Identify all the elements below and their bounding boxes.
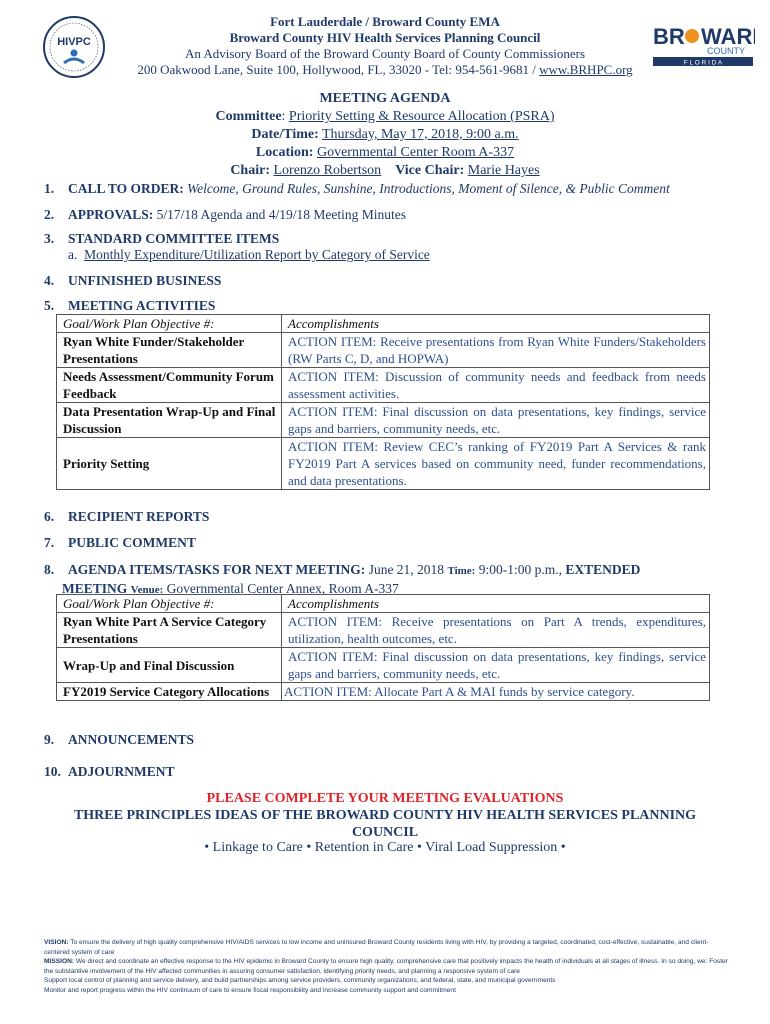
agenda-item-7 xyxy=(44,534,196,551)
goal-cell: Ryan White Part A Service Category Presentations xyxy=(57,613,282,648)
agenda-item-3a xyxy=(68,247,430,263)
mission-line-3: Support local control of planning and service delivery, and build partnerships among service providers, community organizations, and federal, state, and municipal governments xyxy=(44,977,556,985)
table-row xyxy=(57,438,710,490)
logo-right-county: COUNTY xyxy=(707,46,745,56)
evaluations-notice: PLEASE COMPLETE YOUR MEETING EVALUATIONS xyxy=(206,791,564,806)
table-header-row xyxy=(57,595,710,613)
header-accomplishments: Accomplishments xyxy=(282,595,710,613)
vice-chair-label: Vice Chair: xyxy=(395,163,465,178)
agenda-item-2 xyxy=(44,206,406,223)
committee-line: Committee: Priority Setting & Resource Allocation (PSRA) xyxy=(215,109,555,124)
location-label: Location: xyxy=(255,145,314,160)
accomplishment-cell: ACTION ITEM: Review CEC’s ranking of FY2019 Part A Services & rank FY2019 Part A services based on community need, funder recommendations, and data presentations. xyxy=(282,438,710,490)
table-row xyxy=(57,613,710,648)
committee-value: Priority Setting & Resource Allocation (PSRA) xyxy=(288,109,555,124)
accomplishment-cell: ACTION ITEM: Receive presentations on Part A trends, expenditures, utilization, health outcomes, etc. xyxy=(282,613,710,648)
logo-right-state: F L O R I D A xyxy=(683,59,723,67)
mission-line-4: Monitor and report progress within the HIV continuum of care to ensure fiscal responsibility and increase community support and commitment xyxy=(44,986,456,994)
agenda-item-3 xyxy=(44,230,279,247)
header-line-3: An Advisory Board of the Broward County Board of County Commissioners xyxy=(184,46,586,61)
goal-cell: FY2019 Service Category Allocations xyxy=(57,683,282,701)
item-number: 4. xyxy=(44,273,55,288)
header-goal: Goal/Work Plan Objective #: xyxy=(57,315,282,333)
meeting-activities-table xyxy=(56,314,710,490)
agenda-title: MEETING AGENDA xyxy=(319,91,451,106)
chair-line xyxy=(0,162,770,180)
goal-cell: Needs Assessment/Community Forum Feedback xyxy=(57,368,282,403)
principles-title-line-2: COUNCIL xyxy=(351,825,419,840)
item-number: 6. xyxy=(44,509,55,524)
website-link[interactable]: www.BRHPC.org xyxy=(539,62,633,77)
goal-cell: Data Presentation Wrap-Up and Final Discussion xyxy=(57,403,282,438)
goal-cell: Ryan White Funder/Stakeholder Presentations xyxy=(57,333,282,368)
item-3a-text: Monthly Expenditure/Utilization Report by Category of Service xyxy=(84,247,430,262)
header-goal: Goal/Work Plan Objective #: xyxy=(57,595,282,613)
address-text: 200 Oakwood Lane, Suite 100, Hollywood, FL, 33020 - Tel: 954-561-9681 / xyxy=(137,62,540,77)
item-number: 1. xyxy=(44,181,55,196)
item-title: UNFINISHED BUSINESS xyxy=(68,273,222,288)
extended-label: EXTENDED xyxy=(565,562,641,577)
accomplishment-cell: ACTION ITEM: Receive presentations from Ryan White Funders/Stakeholders (RW Parts C, D, and HOPWA) xyxy=(282,333,710,368)
accomplishment-cell: ACTION ITEM: Discussion of community needs and feedback from needs assessment activities. xyxy=(282,368,710,403)
item-title: APPROVALS: xyxy=(68,207,154,222)
table-row xyxy=(57,648,710,683)
logo-right-ward: WAR xyxy=(701,24,753,49)
agenda-item-4 xyxy=(44,272,221,289)
next-meeting-date: June 21, 2018 xyxy=(368,562,445,577)
accomplishment-cell: ACTION ITEM: Allocate Part A & MAI funds by service category. xyxy=(282,683,710,701)
location-line xyxy=(0,144,770,162)
location-value: Governmental Center Room A-337 xyxy=(316,145,515,160)
agenda-item-5 xyxy=(44,297,215,314)
accomplishment-cell: ACTION ITEM: Final discussion on data presentations, key findings, service gaps and barriers, community needs, etc. xyxy=(282,648,710,683)
item-number: 10. xyxy=(44,764,61,779)
agenda-item-9 xyxy=(44,731,194,748)
item-title: ANNOUNCEMENTS xyxy=(68,732,195,747)
table-header-row xyxy=(57,315,710,333)
mission-text xyxy=(44,957,729,976)
vision-mission-footer xyxy=(44,938,729,996)
agenda-item-1 xyxy=(44,180,670,197)
goal-cell: Wrap-Up and Final Discussion xyxy=(57,648,282,683)
item-number: 2. xyxy=(44,207,55,222)
next-meeting-venue: Governmental Center Annex, Room A-337 xyxy=(166,581,399,596)
mission-label: MISSION: xyxy=(44,958,75,966)
logo-left-text: HIVPC xyxy=(57,36,91,48)
item-text: 5/17/18 Agenda and 4/19/18 Meeting Minutes xyxy=(156,207,406,222)
agenda-item-6 xyxy=(44,508,209,525)
item-title: STANDARD COMMITTEE ITEMS xyxy=(68,231,280,246)
accomplishment-cell: ACTION ITEM: Final discussion on data presentations, key findings, service gaps and barriers, community needs, etc. xyxy=(282,403,710,438)
item-title: RECIPIENT REPORTS xyxy=(68,509,210,524)
item-number: 8. xyxy=(44,562,55,577)
next-meeting-table xyxy=(56,594,710,701)
table-row xyxy=(57,368,710,403)
agenda-item-10 xyxy=(44,763,175,780)
item-number: 3. xyxy=(44,231,55,246)
item-letter: a. xyxy=(68,247,78,262)
item-title: PUBLIC COMMENT xyxy=(68,535,196,550)
header-line-1: Fort Lauderdale / Broward County EMA xyxy=(270,14,500,29)
next-meeting-time: 9:00-1:00 p.m., xyxy=(478,562,562,577)
chair-value: Lorenzo Robertson xyxy=(273,163,382,178)
meeting-agenda-block xyxy=(0,90,770,180)
item-title: AGENDA ITEMS/TASKS FOR NEXT MEETING: xyxy=(68,562,366,577)
vice-chair-value: Marie Hayes xyxy=(467,163,540,178)
table-row xyxy=(57,683,710,701)
header-line-4 xyxy=(0,59,770,78)
table-row xyxy=(57,403,710,438)
item-title: MEETING ACTIVITIES xyxy=(68,298,216,313)
mission-body: We direct and coordinate an effective response to the HIV epidemic in Broward County to ensure high quality, comprehensive care that positively impacts the health of individuals at all stages of illness. In so doing, we: Foster the substantive involvement of the HIV affected communities in assuring consumer satisfaction, identifying priority needs, and planning a responsive system of care xyxy=(44,958,728,975)
logo-right-br: BR xyxy=(653,24,685,49)
principles-list: • Linkage to Care • Retention in Care • Viral Load Suppression • xyxy=(204,840,566,855)
item-8-line-1 xyxy=(44,561,704,580)
header-accomplishments: Accomplishments xyxy=(282,315,710,333)
principles-title xyxy=(0,807,770,841)
principles-title-line-1: THREE PRINCIPLES IDEAS OF THE BROWARD COUNTY HIV HEALTH SERVICES PLANNING xyxy=(73,808,697,823)
item-title: CALL TO ORDER: xyxy=(68,181,184,196)
datetime-label: Date/Time: xyxy=(251,127,319,142)
organization-header xyxy=(0,14,770,78)
datetime-value: Thursday, May 17, 2018, 9:00 a.m. xyxy=(322,127,519,142)
table-row xyxy=(57,333,710,368)
meeting-label: MEETING xyxy=(62,581,128,596)
chair-label: Chair: xyxy=(230,163,270,178)
vision-text xyxy=(44,938,729,957)
item-number: 5. xyxy=(44,298,55,313)
item-text: Welcome, Ground Rules, Sunshine, Introductions, Moment of Silence, & Public Comment xyxy=(187,181,670,196)
venue-label: Venue: xyxy=(130,584,164,596)
header-line-2: Broward County HIV Health Services Planning Council xyxy=(229,30,541,45)
vision-label: VISION: xyxy=(44,939,69,946)
datetime-line xyxy=(0,126,770,144)
time-label: Time: xyxy=(447,565,476,577)
goal-cell: Priority Setting xyxy=(57,438,282,490)
item-number: 9. xyxy=(44,732,55,747)
item-title: ADJOURNMENT xyxy=(68,764,175,779)
vision-body: To ensure the delivery of high quality comprehensive HIV/AIDS services to low income and uninsured Broward County residents living with HIV, by providing a targeted, coordinated, cost-effective, sustainable, and client-centered system of care xyxy=(44,939,709,956)
committee-label: Committee xyxy=(215,109,282,124)
item-number: 7. xyxy=(44,535,55,550)
